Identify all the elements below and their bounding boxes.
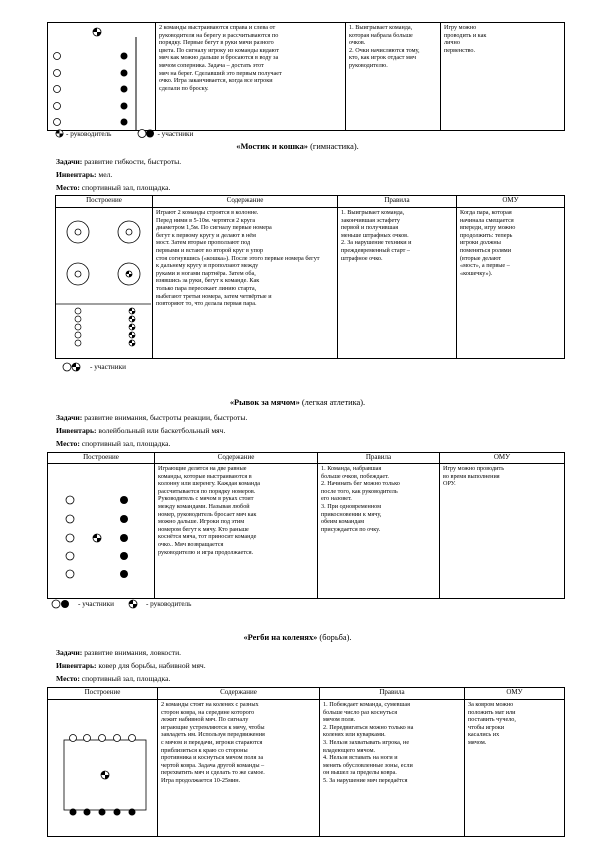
game2-content: Играют 2 команды строятся в колонне. Перед ними в 5-10м. чертятся 2 круга диаметром 1,5м. По сигналу первые номера бегут к первому кругу и делают в нём мост. Затем вторые проползают под первыми и встают во второй круг в упор стоя согнувшись («кошка»). После этого первые номера бегут к дальнему кругу и проползают между руками и ногами партнёра. Затем оба, взявшись за руки, бегут к команде. Как только пара пересекает линию старта, выбегают третьи номера, затем четвёртые и повторяют то, что делала первая пара. bbox=[153, 208, 338, 359]
leader-icon bbox=[93, 28, 101, 36]
team-left-column bbox=[75, 308, 81, 346]
game4-title-sport: (борьба). bbox=[317, 633, 352, 642]
game2-legend bbox=[62, 362, 126, 372]
game2-header-omu: ОМУ bbox=[457, 196, 565, 208]
legend-participants-label: - участники bbox=[157, 129, 194, 138]
game3-legend bbox=[51, 599, 191, 609]
game4-diagram-cell bbox=[48, 700, 158, 837]
game4-diagram bbox=[48, 700, 156, 836]
game4-header-construction: Построение bbox=[48, 688, 158, 700]
team-right-filled-circles bbox=[120, 496, 128, 578]
game3-header-content: Содержание bbox=[155, 453, 318, 464]
game3-table bbox=[47, 452, 565, 599]
participant-icons bbox=[62, 362, 82, 372]
game4-header-rules: Правила bbox=[320, 688, 465, 700]
legend-leader-label: - руководитель bbox=[145, 600, 192, 608]
game3-header-rules: Правила bbox=[318, 453, 440, 464]
game2-title-name: «Мостик и кошка» bbox=[236, 142, 308, 151]
game3-omu: Игру можно проводить во время выполнения ОРУ. bbox=[440, 464, 565, 599]
game1-rules: 1. Выигрывает команда, которая набрала больше очков. 2. Очки начисляются тому, кто, как игрок отдаст мяч руководителю. bbox=[346, 23, 441, 131]
game4-content: 2 команды стоят на коленях с разных сторон ковра, на середине которого лежит набивной мяч. По сигналу играющие устремляются к мячу, чтобы завладеть им. Используя передвижения с мячом и передачи, игроки стараются приблизиться к краю со стороны противника и коснуться мячом поля за чертой ковра. Задача другой команды – перехватить мяч и сделать то же самое. Игра продолжается 10-25мин. bbox=[158, 700, 320, 837]
game1-content: 2 команды выстраиваются справа и слева от руководителя на берегу и рассчитываются по порядку. Первые бегут в руки мячи разного цвета. По сигналу игроку из команды кидают мяч как можно дальше и бросаются в воду за мячом соперника. Задача – достать этот мяч на берег. Сделавший это первым получает очко. Игра заканчивается, когда все игроки сделали по броску. bbox=[156, 23, 346, 131]
team-right-filled-circles bbox=[121, 53, 128, 126]
game4-task: Задачи: развитие внимания, ловкости. bbox=[56, 648, 182, 657]
game4-header-omu: ОМУ bbox=[465, 688, 565, 700]
leader-icon bbox=[55, 129, 64, 138]
game3-place: Место: спортивный зал, площадка. bbox=[56, 439, 171, 448]
team-left-open-circles bbox=[54, 53, 61, 126]
game3-diagram bbox=[48, 464, 153, 598]
game2-rules: 1. Выигрывает команда, закончившая эстафету первой и получившая меньше штрафных очков. 2. За нарушение техники и преждевременный старт – штрафное очко. bbox=[338, 208, 457, 359]
game3-rules: 1. Команда, набравшая больше очков, побеждает. 2. Начинать бег можно только после того, как руководитель его назовет. 3. При одновременном прикосновении к мячу, обеим командам присуждается по очку. bbox=[318, 464, 440, 599]
game2-place: Место: спортивный зал, площадка. bbox=[56, 183, 171, 192]
ball-icon bbox=[101, 771, 109, 779]
game2-header-content: Содержание bbox=[153, 196, 338, 208]
game2-omu: Когда пара, которая начинала смещается впереди, игру можно продолжить: теперь игроки должны поменяться ролями (вторые делают «мост», а первые – «кошечку»). bbox=[457, 208, 565, 359]
legend-leader-label: - руководитель bbox=[66, 129, 112, 138]
legend-participants-label: - участники bbox=[90, 363, 126, 371]
legend-participants-label: - участники bbox=[78, 600, 114, 608]
game1-diagram bbox=[48, 23, 154, 130]
game2-header-rules: Правила bbox=[338, 196, 457, 208]
participant-icon bbox=[126, 271, 132, 277]
game4-table bbox=[47, 687, 565, 837]
leader-icon bbox=[128, 599, 138, 609]
game2-title bbox=[0, 142, 595, 151]
game3-header-construction: Построение bbox=[48, 453, 155, 464]
game4-title bbox=[0, 633, 595, 642]
game3-title-name: «Рывок за мячом» bbox=[229, 398, 300, 407]
game1-diagram-cell bbox=[48, 23, 156, 131]
game4-rules: 1. Побеждает команда, сумевшая больше число раз коснуться мячом поля. 2. Передвигаться можно только на коленях или куварками. 3. Нельзя захватывать игрока, не владеющего мячом. 4. Нельзя вставать на ноги и менять обусловленные зоны, если он вышел за пределы ковра. 5. За нарушение мяч передаётся bbox=[320, 700, 465, 837]
game2-inventory: Инвентарь: мел. bbox=[56, 170, 113, 179]
team-top-open-circles bbox=[70, 735, 136, 742]
game4-header-content: Содержание bbox=[158, 688, 320, 700]
game1-omu: Игру можно проводить и как лично первенство. bbox=[441, 23, 565, 131]
leader-icon bbox=[93, 534, 101, 542]
game2-diagram-cell bbox=[56, 208, 153, 359]
game3-content: Играющие делятся на две равные команды, которые выстраиваются в колонну или шеренгу. Каждая команда рассчитывается по порядку номеров. Руководитель с мячом в руках стоит между командами. Называя любой номер, руководитель бросает мяч как можно дальше. Игроки под этим номером бегут к мячу. Кто раньше коснётся мяча, тот приносит команде очко.. Мяч возвращается руководителю и игра продолжается. bbox=[155, 464, 318, 599]
game4-omu: За ковром можно положить мат или поставить чучело, чтобы игроки касались их мячом. bbox=[465, 700, 565, 837]
game2-task: Задачи: развитие гибкости, быстроты. bbox=[56, 157, 182, 166]
game3-diagram-cell bbox=[48, 464, 155, 599]
game3-task: Задачи: развитие внимания, быстроты реакции, быстроты. bbox=[56, 413, 248, 422]
game3-inventory: Инвентарь: волейбольный или баскетбольный мяч. bbox=[56, 426, 226, 435]
game4-inventory: Инвентарь: ковер для борьбы, набивной мяч. bbox=[56, 661, 206, 670]
game2-header-construction: Построение bbox=[56, 196, 153, 208]
game1-table bbox=[47, 22, 565, 131]
game2-table bbox=[55, 195, 565, 359]
team-bottom-filled-circles bbox=[70, 809, 136, 816]
game3-header-omu: ОМУ bbox=[440, 453, 565, 464]
participant-icons bbox=[51, 599, 71, 609]
participant-icons bbox=[137, 129, 155, 138]
game3-title bbox=[0, 398, 595, 407]
game2-diagram bbox=[56, 208, 151, 358]
game2-title-sport: (гимнастика). bbox=[308, 142, 359, 151]
game3-title-sport: (легкая атлетика). bbox=[299, 398, 366, 407]
game1-legend bbox=[55, 129, 193, 138]
team-left-open-circles bbox=[66, 496, 74, 578]
game4-title-name: «Регби на коленях» bbox=[243, 633, 318, 642]
game4-place: Место: спортивный зал, площадка. bbox=[56, 674, 171, 683]
